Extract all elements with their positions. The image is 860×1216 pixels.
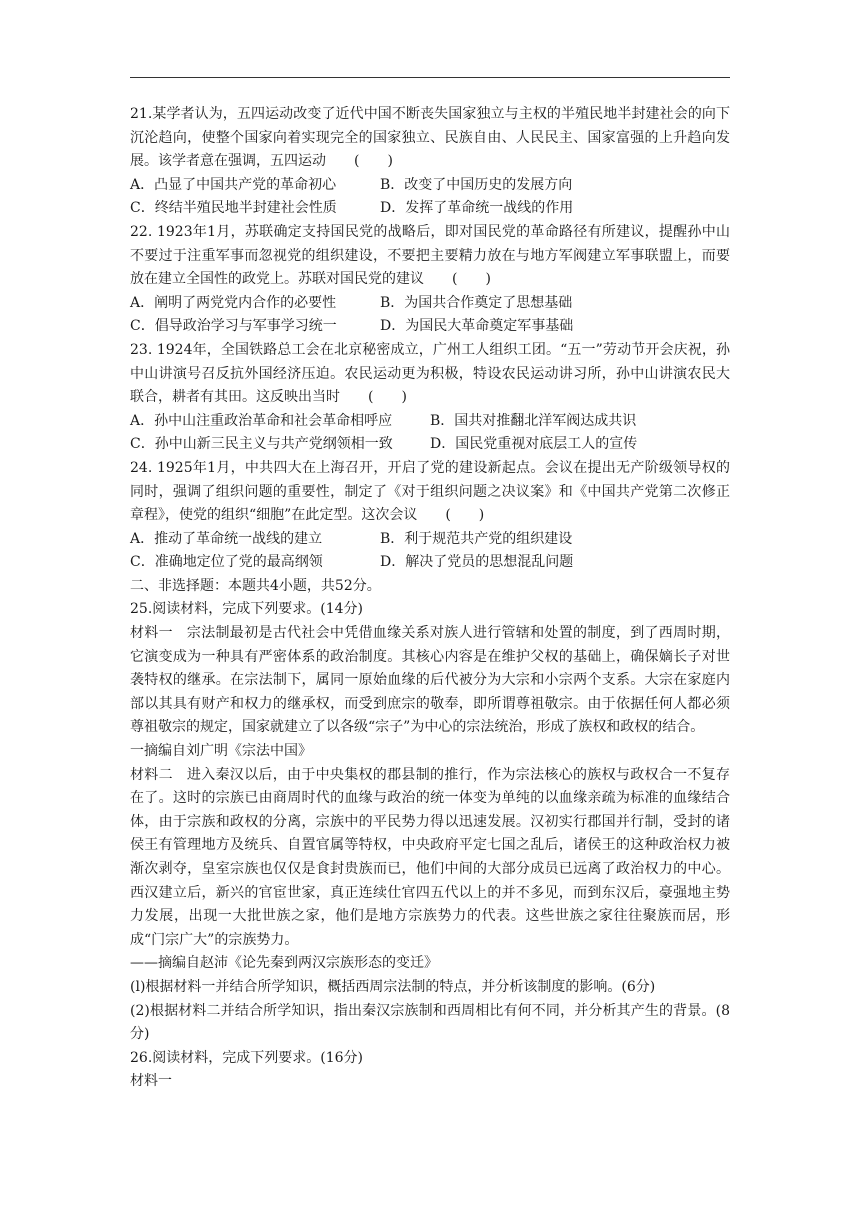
- q25-requirement-1: (l)根据材料一并结合所学知识，概括西周宗法制的特点，并分析该制度的影响。(6分): [130, 978, 656, 995]
- question-23-stem: 23. 1924年，全国铁路总工会在北京秘密成立，广州工人组织工团。“五一”劳动节开会庆祝，孙中山讲演号召反抗外国经济压迫。农民运动更为积极，特设农民运动讲习所，孙中山讲演农民大联合，耕者有其田。这反映出当时 ( ): [130, 341, 730, 406]
- option-b: B．改变了中国历史的发展方向: [380, 176, 573, 193]
- question-23-options-row-2: [130, 433, 730, 457]
- option-b: B．国共对推翻北洋军阀达成共识: [430, 412, 637, 429]
- q25-requirement-2: (2)根据材料二并结合所学知识，指出秦汉宗族制和西周相比有何不同，并分析其产生的背景。(8分): [130, 1002, 730, 1043]
- q25-material-2: [130, 764, 730, 953]
- q26-material-1-label: 材料一: [130, 1073, 172, 1090]
- question-24-options-row-1: [130, 528, 730, 552]
- option-d: D．发挥了革命统一战线的作用: [380, 200, 574, 217]
- header-rule: [130, 77, 730, 78]
- question-22-options-row-2: [130, 315, 730, 339]
- option-d: D．解决了党员的思想混乱问题: [380, 554, 574, 571]
- question-21-options-row-1: [130, 174, 730, 198]
- option-c: C．孙中山新三民主义与共产党纲领相一致: [130, 436, 393, 453]
- option-a: A．孙中山注重政治革命和社会革命相呼应: [130, 412, 393, 429]
- question-22-stem: 22. 1923年1月，苏联确定支持国民党的战略后，即对国民党的革命路径有所建议，提醒孙中山不要过于注重军事而忽视党的组织建设，不要把主要精力放在与地方军阀建立军事联盟上，而要放在建立全国性的政党上。苏联对国民党的建议 ( ): [130, 223, 730, 288]
- exam-content: [130, 103, 730, 1094]
- option-b: B．为国共合作奠定了思想基础: [380, 294, 573, 311]
- question-21-options-row-2: [130, 197, 730, 221]
- option-c: C．倡导政治学习与军事学习统一: [130, 318, 337, 335]
- option-b: B．利于规范共产党的组织建设: [380, 530, 573, 547]
- option-d: D．国民党重视对底层工人的宣传: [430, 436, 638, 453]
- q25-material-2-source: ——摘编自赵沛《论先秦到两汉宗族形态的变迁》: [130, 955, 438, 972]
- option-a: A．阐明了两党党内合作的必要性: [130, 294, 337, 311]
- option-a: A．推动了革命统一战线的建立: [130, 530, 323, 547]
- question-24-stem: 24. 1925年1月，中共四大在上海召开，开启了党的建设新起点。会议在提出无产阶级领导权的同时，强调了组织问题的重要性，制定了《对于组织问题之决议案》和《中国共产党第二次修正章程》，使党的组织“细胞”在此定型。这次会议 ( ): [130, 459, 730, 524]
- material-text: 进入秦汉以后，由于中央集权的郡县制的推行，作为宗法核心的族权与政权合一不复存在了。这时的宗族已由商周时代的血缘与政治的统一体变为单纯的以血缘亲疏为标准的血缘结合体，由于宗族和政权的分离，宗族中的平民势力得以迅速发展。汉初实行郡国并行制，受封的诸侯王有管理地方及统兵、自置官属等特权，中央政府平定七国之乱后，诸侯王的这种政治权力被渐次剥夺，皇室宗族也仅仅是食封贵族而已，他们中间的大部分成员已远离了政治权力的中心。西汉建立后，新兴的官宦世家，真正连续仕官四五代以上的并不多见，而到东汉后，豪强地主势力发展，出现一大批世族之家，他们是地方宗族势力的代表。这些世族之家往往聚族而居，形成“门宗广大”的宗族势力。: [130, 766, 731, 948]
- q25-material-1-source: 一摘编自刘广明《宗法中国》: [130, 743, 312, 760]
- option-c: C．终结半殖民地半封建社会性质: [130, 200, 337, 217]
- material-label: 材料二: [130, 766, 173, 783]
- question-23-options-row-1: [130, 410, 730, 434]
- question-24-options-row-2: [130, 551, 730, 575]
- q25-material-1: [130, 622, 730, 740]
- option-c: C．准确地定位了党的最高纲领: [130, 554, 323, 571]
- question-21-stem: 21.某学者认为，五四运动改变了近代中国不断丧失国家独立与主权的半殖民地半封建社会的向下沉沦趋向，使整个国家向着实现完全的国家独立、民族自由、人民民主、国家富强的上升趋向发展。该学者意在强调，五四运动 ( ): [130, 106, 730, 170]
- question-25-title: 25.阅读材料，完成下列要求。(14分): [130, 601, 364, 618]
- question-22-options-row-1: [130, 292, 730, 316]
- option-a: A．凸显了中国共产党的革命初心: [130, 176, 337, 193]
- question-26-title: 26.阅读材料，完成下列要求。(16分): [130, 1049, 364, 1066]
- material-text: 宗法制最初是古代社会中凭借血缘关系对族人进行管辖和处置的制度，到了西周时期，它演变成为一种具有严密体系的政治制度。其核心内容是在维护父权的基础上，确保嫡长子对世袭特权的继承。在宗法制下，属同一原始血缘的后代被分为大宗和小宗两个支系。大宗在家庭内部以其具有财产和权力的继承权，而受到庶宗的敬奉，即所谓尊祖敬宗。由于依据任何人都必须尊祖敬宗的规定，国家就建立了以各级“宗子”为中心的宗法统治，形成了族权和政权的结合。: [130, 625, 731, 736]
- option-d: D．为国民大革命奠定军事基础: [380, 318, 574, 335]
- section-2-heading: 二、非选择题：本题共4小题，共52分。: [130, 577, 381, 594]
- material-label: 材料一: [130, 625, 173, 642]
